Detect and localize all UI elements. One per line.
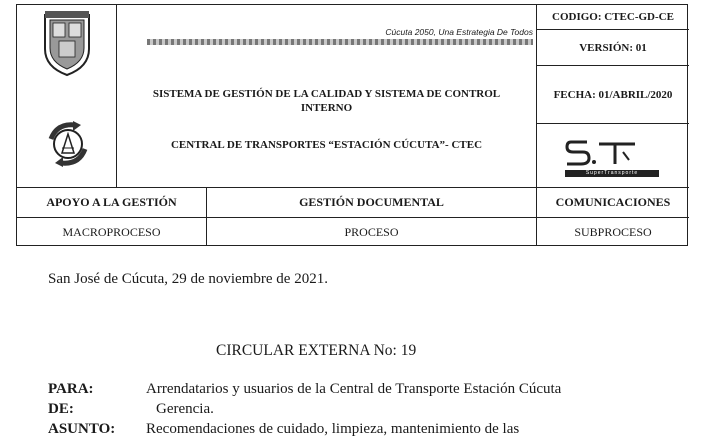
from-label: DE: — [48, 401, 74, 417]
supertransporte-caption: SuperTransporte — [565, 170, 659, 177]
process-label: PROCESO — [344, 224, 399, 239]
document-date: FECHA: 01/ABRIL/2020 — [553, 88, 673, 101]
header-decorative-band — [147, 39, 533, 45]
subprocess-value: COMUNICACIONES — [555, 195, 671, 209]
document-header-table — [16, 4, 688, 246]
process-value: GESTIÓN DOCUMENTAL — [299, 195, 444, 209]
circular-title: CIRCULAR EXTERNA No: 19 — [216, 342, 417, 359]
system-title: SISTEMA DE GESTIÓN DE LA CALIDAD Y SISTEMA DE CONTROL INTERNO — [152, 88, 501, 114]
header-motto: Cúcuta 2050, Una Estrategia De Todos — [385, 27, 533, 37]
macroprocess-value: APOYO A LA GESTIÓN — [46, 195, 177, 209]
recycle-transport-emblem — [43, 119, 93, 169]
subject-value: Recomendaciones de cuidado, limpieza, mantenimiento de las — [146, 421, 520, 437]
document-version: VERSIÓN: 01 — [579, 41, 647, 54]
entity-name: CENTRAL DE TRANSPORTES “ESTACIÓN CÚCUTA”- CTEC — [170, 139, 483, 151]
subprocess-label: SUBPROCESO — [574, 224, 652, 239]
macroprocess-label: MACROPROCESO — [62, 224, 161, 239]
from-value: Gerencia. — [156, 401, 214, 417]
to-value: Arrendatarios y usuarios de la Central de Transporte Estación Cúcuta — [146, 381, 562, 397]
document-code: CODIGO: CTEC-GD-CE — [552, 11, 674, 23]
supertransporte-logo — [565, 138, 659, 178]
coat-of-arms-logo — [41, 9, 93, 77]
place-and-date: San José de Cúcuta, 29 de noviembre de 2021. — [48, 271, 328, 287]
subject-label: ASUNTO: — [48, 421, 116, 437]
to-label: PARA: — [48, 381, 94, 397]
